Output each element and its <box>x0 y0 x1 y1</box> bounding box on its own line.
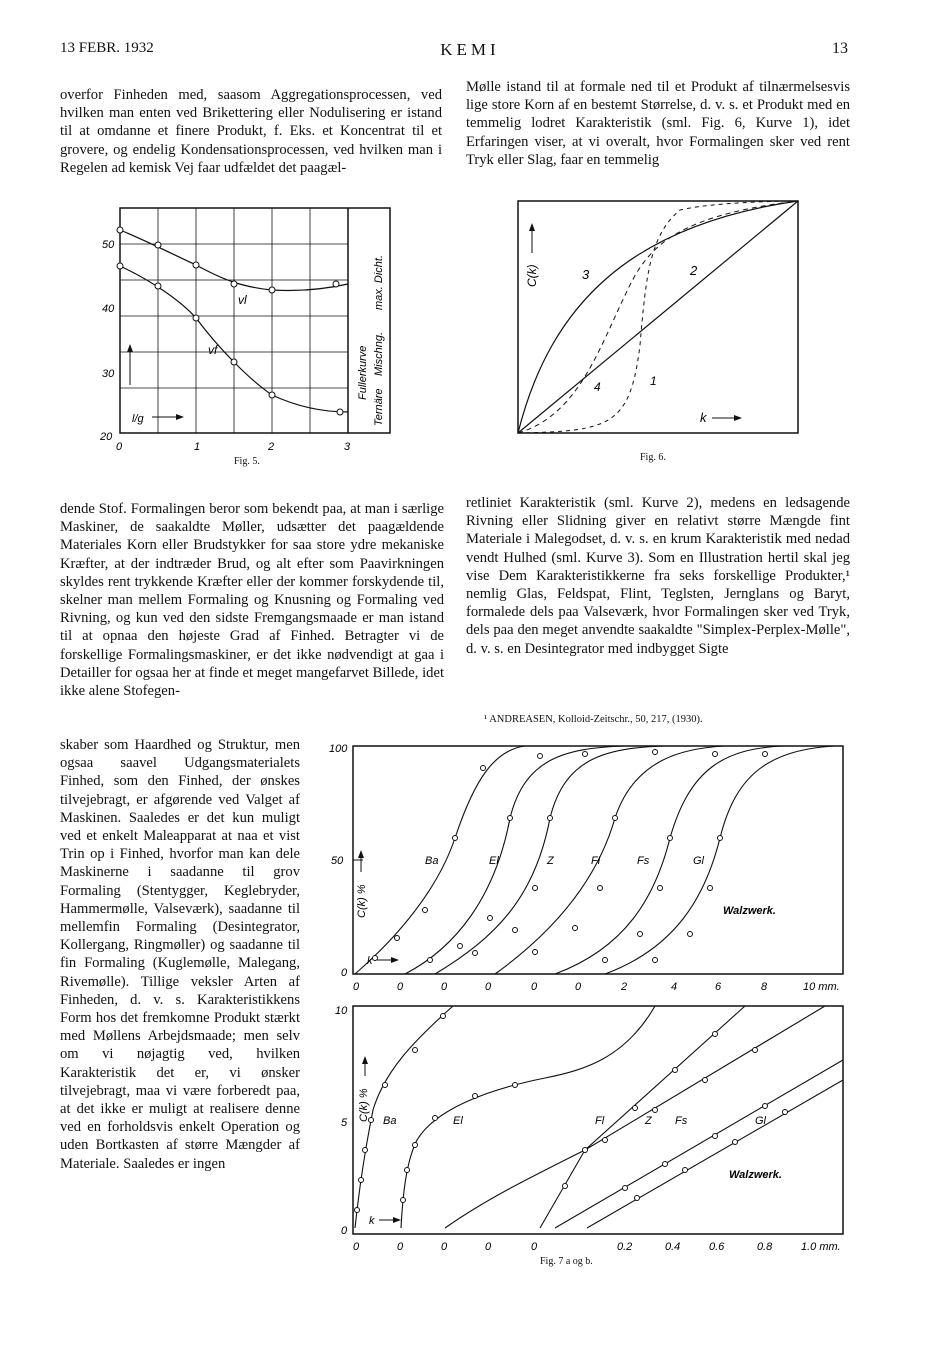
y-tick: 30 <box>102 368 115 380</box>
y-tick: 5 <box>341 1117 348 1129</box>
curve-label: 4 <box>594 380 601 394</box>
series-label: Ba <box>383 1115 397 1127</box>
paragraph: dende Stof. Formalingen beror som bekendt paa, at man i særlige Maskiner, de saakaldte Møller, udsætter det paagældende Materiales Korn eller Brudstykker for saa store ydre mekaniske Kræfter, at der indtræder Brud, og alt efter som Paavirkningen skyldes rent trykkende Kræfter eller der kommer forskydende til, skelner man mellem Formaling og Knusning og Formaling ved Rivning, og kun ved den sidste Fremgangsmaade er man istand til at opnaa den højeste Grad af Finhed. Betragter vi de forskellige Formalingsmaskiner, er det ikke nødvendigt at gaa i Detailler for ogsaa her at finde et meget mangefarvet Billede, idet ikke alene Stofegen- <box>60 501 444 700</box>
x-tick: 0 <box>397 981 404 993</box>
column-1-top-text <box>60 86 442 196</box>
x-tick: 6 <box>715 981 722 993</box>
y-tick: 0 <box>341 1225 348 1237</box>
series-fl <box>495 746 725 974</box>
x-tick: 2 <box>621 981 628 993</box>
x-tick: 1.0 mm. <box>801 1241 841 1253</box>
paragraph: Mølle istand til at formale ned til et Produkt af tilnærmelsesvis lige store Korn af en bestemt Størrelse, d. v. s. et Produkt med en temmelig lodret Karakteristik (sml. Fig. 6, Kurve 1), idet Erfaringen viser, at vi overalt, hvor Formalingen sker ved rent Tryk eller Slag, faar en temmelig <box>466 79 850 168</box>
figure-5 <box>90 200 410 480</box>
column-2-middle-text <box>466 494 850 694</box>
x-tick: 0 <box>485 981 492 993</box>
x-tick: 0 <box>397 1241 404 1253</box>
column-1-narrow-text <box>60 736 300 1266</box>
series-label: Z <box>645 1115 652 1127</box>
x-tick: 4 <box>671 981 678 993</box>
column-2-top-text <box>466 78 850 188</box>
figure-6-caption: Fig. 6. <box>640 452 666 463</box>
x-tick: 0 <box>441 981 448 993</box>
x-axis-label: k <box>367 955 373 967</box>
figure-7-caption: Fig. 7 a og b. <box>540 1256 593 1267</box>
label-vl: vl <box>238 293 247 307</box>
side-label: Ternäre <box>373 388 385 426</box>
series-label: Fl <box>591 855 601 867</box>
footnote: ¹ ANDREASEN, Kolloid-Zeitschr., 50, 217, (1930). <box>484 714 703 725</box>
x-tick: 0 <box>353 1241 360 1253</box>
x-tick: 0.4 <box>665 1241 681 1253</box>
x-tick: 0.6 <box>709 1241 725 1253</box>
series-gl <box>587 1080 843 1228</box>
side-label: Mischng. <box>373 331 385 376</box>
y-tick: 10 <box>335 1005 348 1017</box>
series-label: Fs <box>637 855 650 867</box>
series-label: Z <box>547 855 554 867</box>
journal-title: KEMI <box>440 40 500 59</box>
panel-note: Walzwerk. <box>729 1169 782 1181</box>
y-tick: 50 <box>102 239 115 251</box>
figure-6 <box>510 195 810 445</box>
x-tick: 2 <box>268 441 275 453</box>
column-1-middle-text <box>60 500 444 736</box>
paragraph: skaber som Haardhed og Struktur, men ogsaa saavel Udgangsmaterialets Finhed, som den Finhed, der ønskes tilvejebragt, er afgørende ved Valget af Maskinen. Saaledes er det kun muligt ved et enkelt Maleapparat at naa et vist Trin op i Finhed, hvorfor man kan dele Maskinerne i saadanne til grov Formaling (Stentygger, Keglebryder, Hammermølle, Valseværk), saadanne til mellemfin Formaling (Desintegrator, Kollergang, Ringmøller) og saadanne til fin Formaling (Kuglemølle, Malegang, Rivemølle). Tillige veksler Arten af Finheden, d. v. s. Karakteristikkens Form hos det fremkomne Produkt stærkt med Møllens Arbejdsmaade; men selv om vi nøjagtig ved, hvilken Karakteristik det er, vi ønsker tilvejebragt, maa vi være forberedt paa, at det ikke er muligt at realisere denne ved en forholdsvis enkelt Operation og uden Bortkasten af større Mængder af Materiale. Saaledes er ingen <box>60 737 300 1172</box>
y-axis-label: C(k) % <box>356 884 368 918</box>
page-number: 13 <box>832 40 848 57</box>
y-axis-label: C(k) <box>525 264 539 287</box>
series-fs <box>555 746 785 974</box>
x-tick: 0 <box>353 981 360 993</box>
x-tick: 0 <box>531 1241 538 1253</box>
series-label: Gl <box>755 1115 766 1127</box>
paragraph: retliniet Karakteristik (sml. Kurve 2), medens en ledsagende Rivning eller Slidning giver en relativt større Mængde fint Materiale i Malegodset, d. v. s. en krum Karakteristik med nedad vendt Hulhed (sml. Kurve 3). Som en Illustration hertil skal jeg vise Dem Karakteristikkerne fra seks forskellige Produkter,¹ nemlig Glas, Feldspat, Flint, Teglsten, Jernglans og Baryt, formalede dels paa Valseværk, hvor Formalingen sker ved Tryk, dels paa den meget anvendte saakaldte "Simplex-Perplex-Mølle", d. v. s. en Desintegrator med indbygget Sigte <box>466 495 850 657</box>
series-label: El <box>489 855 499 867</box>
side-label: Fullerkurve <box>357 345 369 400</box>
series-label: Gl <box>693 855 704 867</box>
x-tick: 3 <box>344 441 351 453</box>
y-tick: 0 <box>341 967 348 979</box>
y-tick: 50 <box>331 855 344 867</box>
x-tick: 10 mm. <box>803 981 840 993</box>
curve-label: 1 <box>650 374 657 388</box>
curve-2 <box>518 201 798 433</box>
x-tick: 1 <box>194 441 201 453</box>
x-axis-label: k <box>700 410 707 425</box>
page-date: 13 FEBR. 1932 <box>60 40 154 56</box>
figure-5-caption: Fig. 5. <box>234 456 260 467</box>
x-axis-label: k <box>369 1215 375 1227</box>
paragraph: overfor Finheden med, saasom Aggregationsprocessen, ved hvilken man enten ved Brikettering eller Nodulisering er istand til at omdanne et finere Produkt, f. Eks. et Koncentrat til et grovere, og endelig Kondensationsprocessen, ved hvilken man i Regelen ad kemisk Vej faar udfældet det paagæl- <box>60 87 442 176</box>
series-fs <box>555 1060 843 1228</box>
series-label: Ba <box>425 855 439 867</box>
x-tick: 0 <box>575 981 582 993</box>
y-axis-label: C(k) % <box>358 1088 370 1122</box>
y-tick: 20 <box>100 431 113 443</box>
y-tick: 40 <box>102 303 115 315</box>
x-tick: 8 <box>761 981 768 993</box>
curve-label: 2 <box>690 263 698 278</box>
figure-7b <box>325 1000 865 1260</box>
y-tick: 100 <box>329 743 348 755</box>
label-vf: vf <box>208 343 218 357</box>
curve-label: 3 <box>582 267 590 282</box>
panel-note: Walzwerk. <box>723 905 776 917</box>
side-label: max. Dicht. <box>373 254 385 310</box>
series-label: Fl <box>595 1115 605 1127</box>
x-tick: 0 <box>441 1241 448 1253</box>
x-tick: 0 <box>116 441 123 453</box>
series-el <box>401 1006 655 1228</box>
x-tick: 0.2 <box>617 1241 633 1253</box>
x-tick: 0.8 <box>757 1241 773 1253</box>
x-tick: 0 <box>531 981 538 993</box>
series-label: El <box>453 1115 463 1127</box>
x-tick: 0 <box>485 1241 492 1253</box>
axis-note: l/g <box>132 413 144 425</box>
series-label: Fs <box>675 1115 688 1127</box>
figure-7a <box>325 738 865 998</box>
